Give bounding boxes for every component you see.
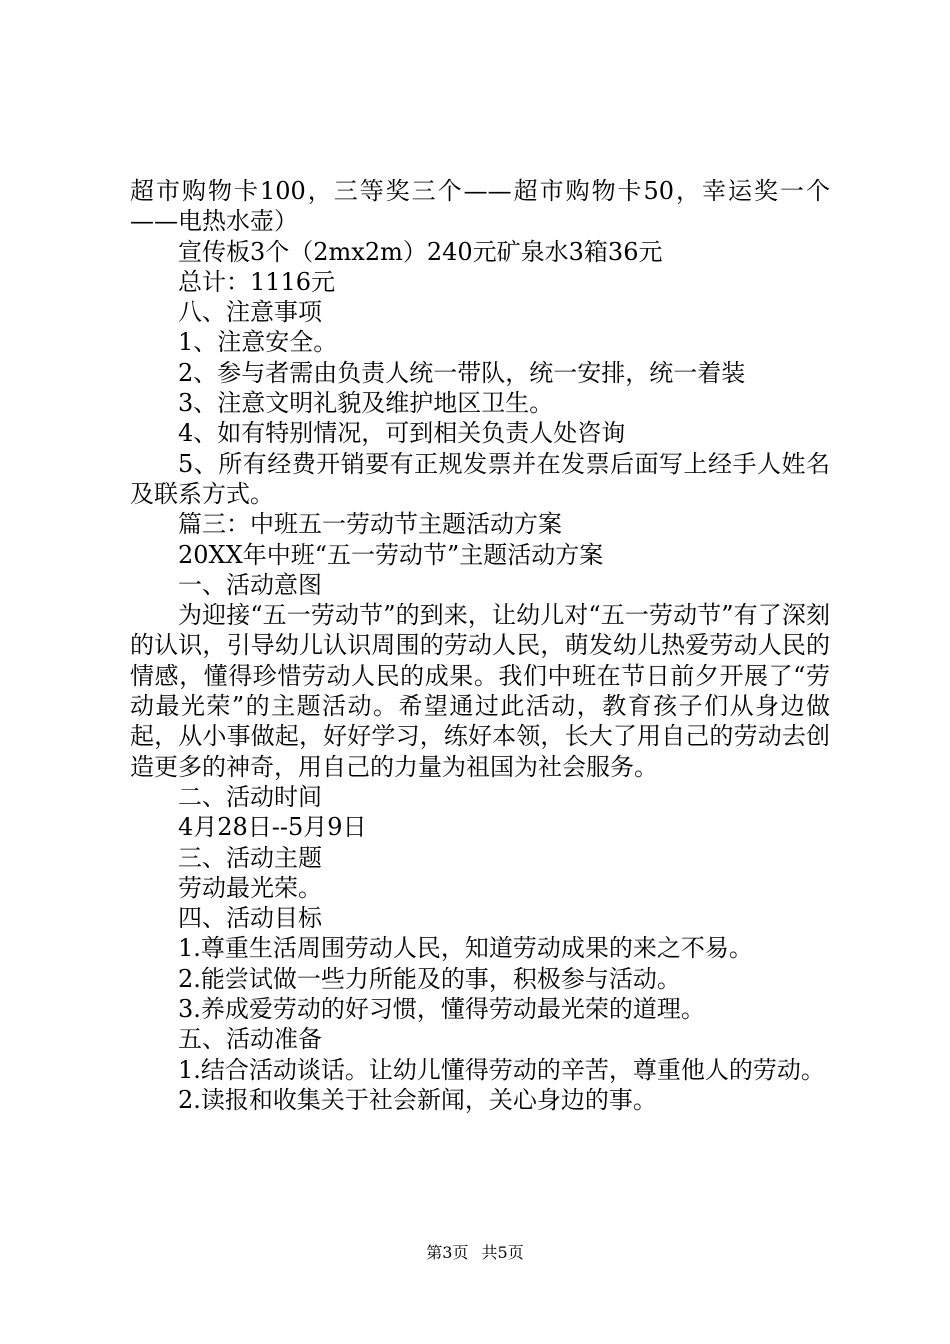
paragraph: 总计：1116元 xyxy=(178,267,336,296)
section-heading: 三、活动主题 xyxy=(178,843,322,872)
paragraph: 宣传板3个（2mx2m）240元矿泉水3箱36元 xyxy=(178,237,663,266)
section-heading: 五、活动准备 xyxy=(178,1025,322,1054)
section-heading: 一、活动意图 xyxy=(178,570,322,599)
list-item: 2、参与者需由负责人统一带队，统一安排，统一着装 xyxy=(178,358,746,387)
document-body xyxy=(130,176,830,1115)
section-heading: 八、注意事项 xyxy=(178,298,322,327)
paragraph: 为迎接“五一劳动节”的到来，让幼儿对“五一劳动节”有了深刻的认识，引导幼儿认识周围的劳动人民，萌发幼儿热爱劳动人民的情感，懂得珍惜劳动人民的成果。我们中班在节日前夕开展了“劳动最光荣”的主题活动。希望通过此活动，教育孩子们从身边做起，从小事做起，好好学习，练好本领，长大了用自己的劳动去创造更多的神奇，用自己的力量为祖国为社会服务。 xyxy=(130,601,830,781)
paragraph: 4月28日--5月9日 xyxy=(178,813,367,842)
section-heading: 四、活动目标 xyxy=(178,904,322,933)
list-item: 5、所有经费开销要有正规发票并在发票后面写上经手人姓名及联系方式。 xyxy=(130,449,830,508)
page-number: 第3页 xyxy=(426,1243,469,1262)
list-item: 3.养成爱劳动的好习惯，懂得劳动最光荣的道理。 xyxy=(178,995,705,1024)
list-item: 1、注意安全。 xyxy=(178,328,338,357)
page-total: 共5页 xyxy=(481,1243,524,1262)
list-item: 1.尊重生活周围劳动人民，知道劳动成果的来之不易。 xyxy=(178,934,753,963)
list-item: 2.能尝试做一些力所能及的事，积极参与活动。 xyxy=(178,964,681,993)
paragraph: 劳动最光荣。 xyxy=(178,873,322,902)
page-footer xyxy=(0,1243,950,1263)
list-item: 2.读报和收集关于社会新闻，关心身边的事。 xyxy=(178,1085,657,1114)
list-item: 1.结合活动谈话。让幼儿懂得劳动的辛苦，尊重他人的劳动。 xyxy=(178,1055,825,1084)
chapter-heading: 篇三：中班五一劳动节主题活动方案 xyxy=(178,510,562,539)
list-item: 4、如有特别情况，可到相关负责人处咨询 xyxy=(178,419,626,448)
document-title: 20XX年中班“五一劳动节”主题活动方案 xyxy=(178,540,604,569)
section-heading: 二、活动时间 xyxy=(178,782,322,811)
list-item: 3、注意文明礼貌及维护地区卫生。 xyxy=(178,389,554,418)
paragraph: 超市购物卡100，三等奖三个——超市购物卡50，幸运奖一个——电热水壶） xyxy=(130,177,830,236)
